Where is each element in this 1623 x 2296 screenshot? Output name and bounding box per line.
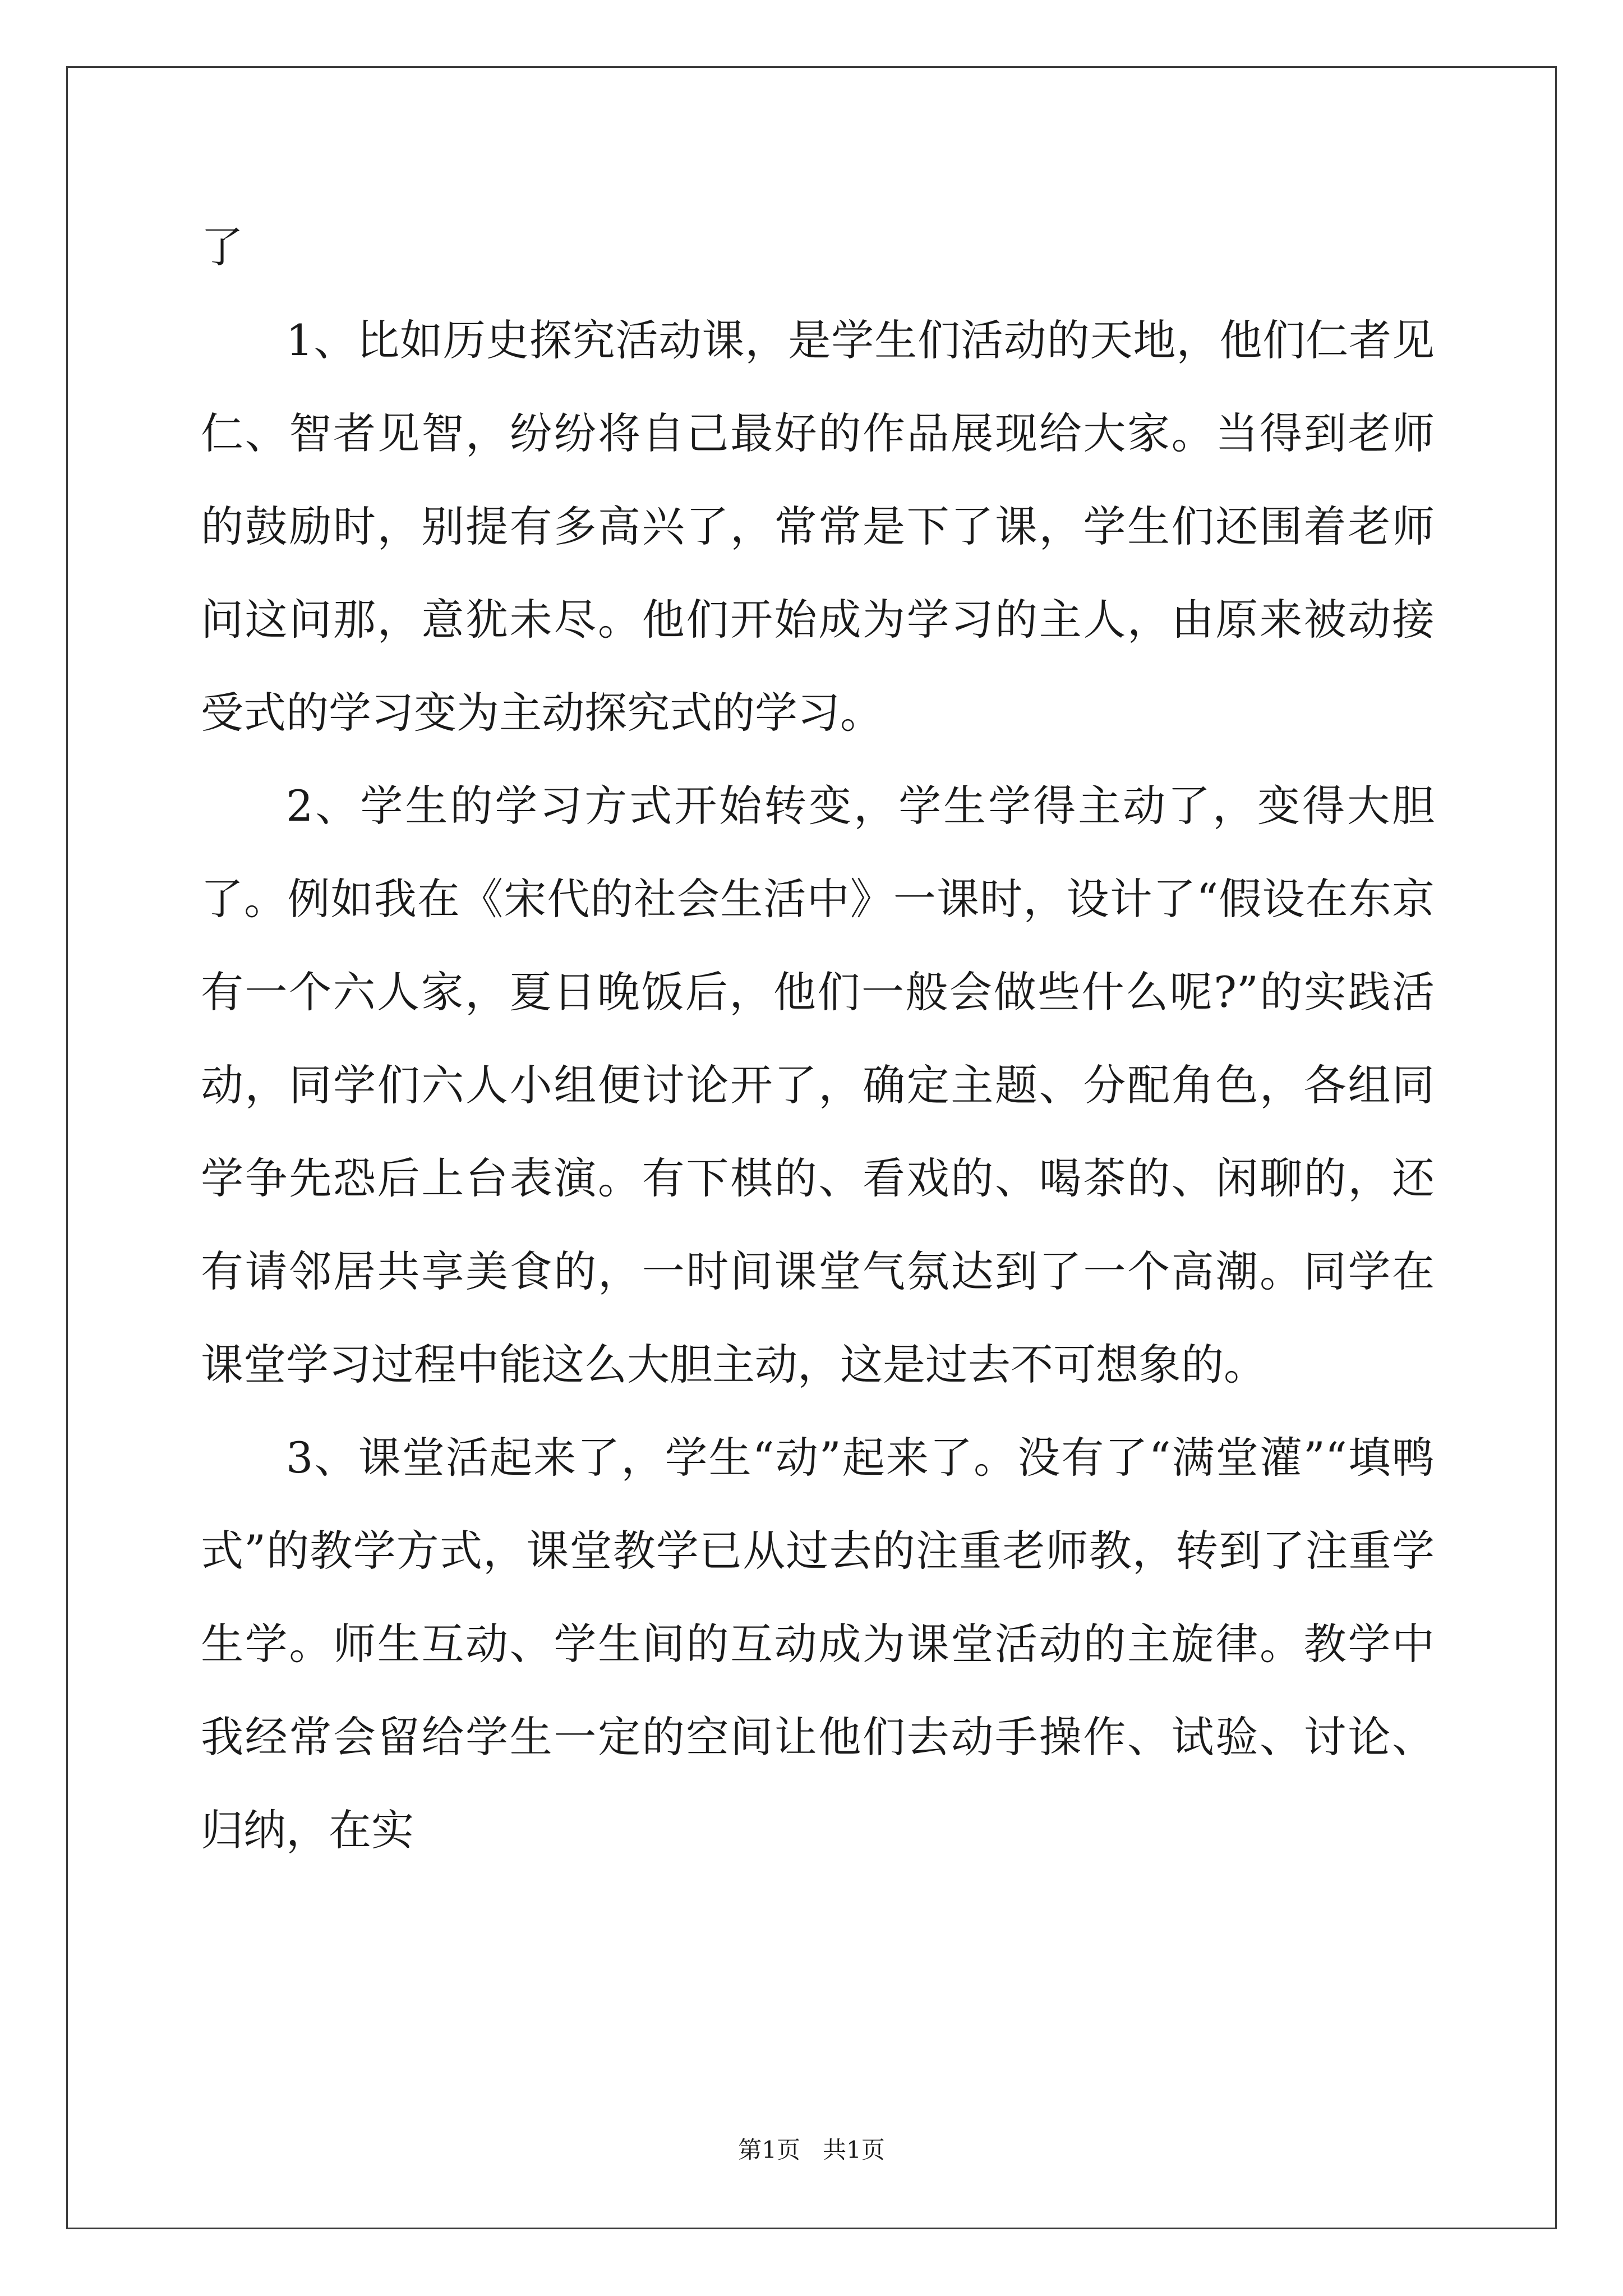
paragraph-1: 1、比如历史探究活动课，是学生们活动的天地，他们仁者见仁、智者见智，纷纷将自己最好的作品展现给大家。当得到老师的鼓励时，别提有多高兴了，常常是下了课，学生们还围着老师问这问那，意犹未尽。他们开始成为学习的主人，由原来被动接受式的学习变为主动探究式的学习。 xyxy=(201,315,1435,738)
footer-spacer xyxy=(800,2136,823,2164)
paragraph-continuation: 了 xyxy=(201,222,243,272)
page-footer xyxy=(0,2132,1623,2165)
document-body xyxy=(201,201,1435,1877)
paragraph-2: 2、学生的学习方式开始转变，学生学得主动了，变得大胆了。例如我在《宋代的社会生活中》一课时，设计了“假设在东京有一个六人家，夏日晚饭后，他们一般会做些什么呢?”的实践活动，同学们六人小组便讨论开了，确定主题、分配角色，各组同学争先恐后上台表演。有下棋的、看戏的、喝茶的、闲聊的，还有请邻居共享美食的，一时间课堂气氛达到了一个高潮。同学在课堂学习过程中能这么大胆主动，这是过去不可想象的。 xyxy=(201,781,1435,1389)
paragraph-3: 3、课堂活起来了，学生“动”起来了。没有了“满堂灌”“填鸭式”的教学方式，课堂教学已从过去的注重老师教，转到了注重学生学。师生互动、学生间的互动成为课堂活动的主旋律。教学中我经常会留给学生一定的空间让他们去动手操作、试验、讨论、归纳，在实 xyxy=(201,1433,1435,1855)
page-number: 第1页 xyxy=(738,2136,800,2164)
page-total: 共1页 xyxy=(823,2136,885,2164)
